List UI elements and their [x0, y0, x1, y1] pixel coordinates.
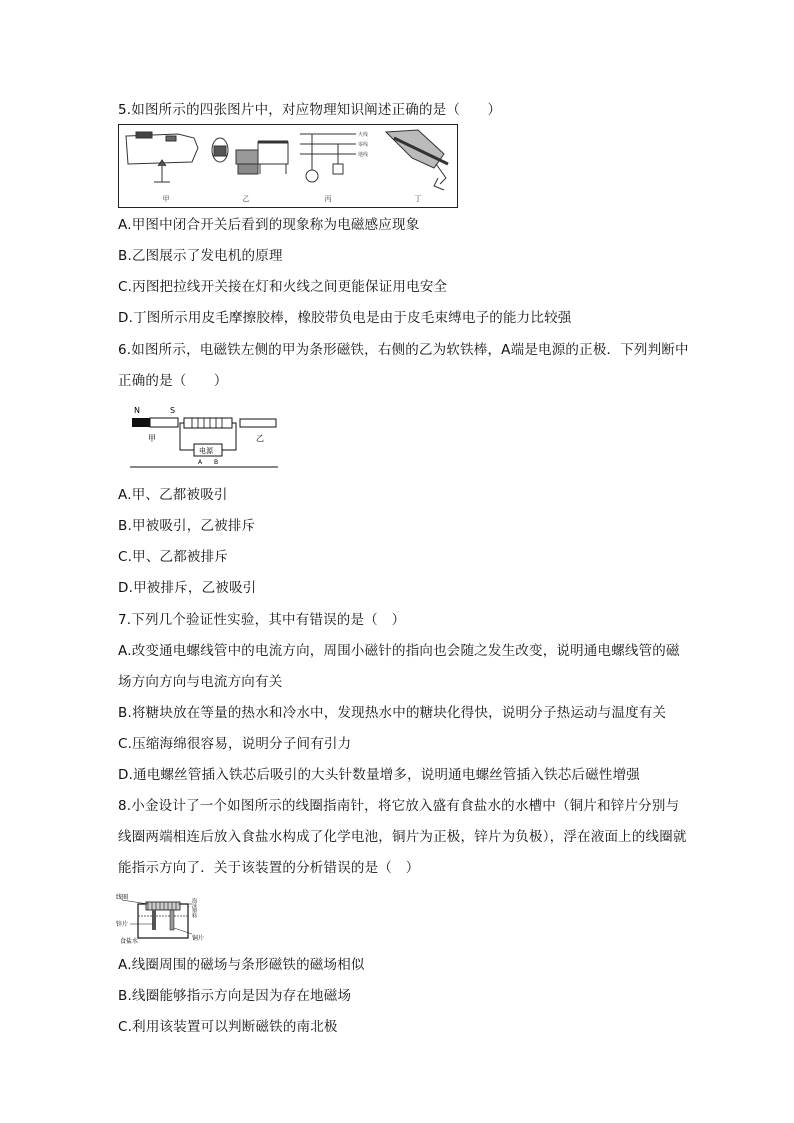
- q8-stem-line3: 能指示方向了．关于该装置的分析错误的是（ ）: [118, 860, 420, 876]
- q7-option-a-line1: A.改变通电螺线管中的电流方向，周围小磁针的指向也会随之发生改变，说明通电螺线管的磁: [118, 643, 680, 659]
- q5-fig-label-bing: 丙: [324, 195, 332, 203]
- q8-fig-coil-label: 线圈: [116, 894, 129, 901]
- q6-fig-jia-label: 甲: [148, 434, 156, 443]
- q7-option-a-line2: 场方向方向与电流方向有关: [118, 674, 283, 690]
- q5-fig-bing: [300, 134, 356, 182]
- q5-option-b: B.乙图展示了发电机的原理: [118, 248, 283, 264]
- q6-figure: [128, 404, 280, 470]
- q8-fig-zinc-label: 锌片: [116, 921, 129, 928]
- q5-stem: 5.如图所示的四张图片中，对应物理知识阐述正确的是（ ）: [118, 102, 502, 118]
- q6-fig-a-label: A: [198, 459, 203, 466]
- q6-option-c: C.甲、乙都被排斥: [118, 549, 229, 565]
- q6-fig-n-label: N: [134, 406, 140, 415]
- q5-wire-ground-label: 地线: [358, 152, 369, 158]
- q8-fig-salt-label: 食盐水: [120, 938, 139, 945]
- q6-fig-source-label: 电源: [199, 447, 213, 455]
- q5-fig-label-yi: 乙: [242, 195, 250, 203]
- q5-wire-neutral-label: 零线: [358, 142, 369, 148]
- q5-option-a: A.甲图中闭合开关后看到的现象称为电磁感应现象: [118, 217, 420, 233]
- q7-stem: 7.下列几个验证性实验，其中有错误的是（ ）: [118, 612, 406, 628]
- q5-figure: [118, 124, 458, 208]
- q8-option-c: C.利用该装置可以判断磁铁的南北极: [118, 1019, 338, 1035]
- q5-fig-label-jia: 甲: [162, 195, 170, 203]
- q8-stem-line2: 线圈两端相连后放入食盐水构成了化学电池，铜片为正极，锌片为负极），浮在液面上的线圈就: [118, 829, 687, 845]
- q8-fig-copper-label: 铜片: [192, 935, 205, 942]
- q5-fig-jia: [126, 132, 198, 182]
- q5-option-d: D.丁图所示用皮毛摩擦胶棒，橡胶带负电是由于皮毛束缚电子的能力比较强: [118, 310, 572, 326]
- q7-option-b: B.将糖块放在等量的热水和冷水中，发现热水中的糖块化得快，说明分子热运动与温度有关: [118, 705, 667, 721]
- q8-figure: [116, 890, 216, 946]
- q5-fig-ding: [386, 130, 448, 190]
- q8-option-b: B.线圈能够指示方向是因为存在地磁场: [118, 988, 352, 1004]
- q6-fig-b-label: B: [214, 459, 219, 466]
- q5-fig-yi: [212, 138, 288, 174]
- q6-fig-yi-label: 乙: [256, 434, 264, 443]
- q8-stem-line1: 8.小金设计了一个如图所示的线圈指南针，将它放入盛有食盐水的水槽中（铜片和锌片分别与: [118, 798, 680, 814]
- q7-option-c: C.压缩海绵很容易，说明分子间有引力: [118, 736, 352, 752]
- q6-stem-line1: 6.如图所示，电磁铁左侧的甲为条形磁铁，右侧的乙为软铁棒，A端是电源的正极．下列判断中: [118, 342, 689, 358]
- q6-fig-s-label: S: [170, 406, 176, 415]
- q6-stem-line2: 正确的是（ ）: [118, 373, 228, 389]
- q5-wire-live-label: 火线: [358, 132, 369, 138]
- q6-option-b: B.甲被吸引，乙被排斥: [118, 518, 256, 534]
- q5-fig-label-ding: 丁: [414, 195, 422, 203]
- q5-option-c: C.丙图把拉线开关接在灯和火线之间更能保证用电安全: [118, 279, 448, 295]
- q6-option-a: A.甲、乙都被吸引: [118, 487, 228, 503]
- q8-fig-foam-label: 泡沫塑料: [191, 898, 197, 918]
- q7-option-d: D.通电螺丝管插入铁芯后吸引的大头针数量增多，说明通电螺丝管插入铁芯后磁性增强: [118, 767, 640, 783]
- q8-option-a: A.线圈周围的磁场与条形磁铁的磁场相似: [118, 957, 365, 973]
- q6-option-d: D.甲被排斥，乙被吸引: [118, 580, 257, 596]
